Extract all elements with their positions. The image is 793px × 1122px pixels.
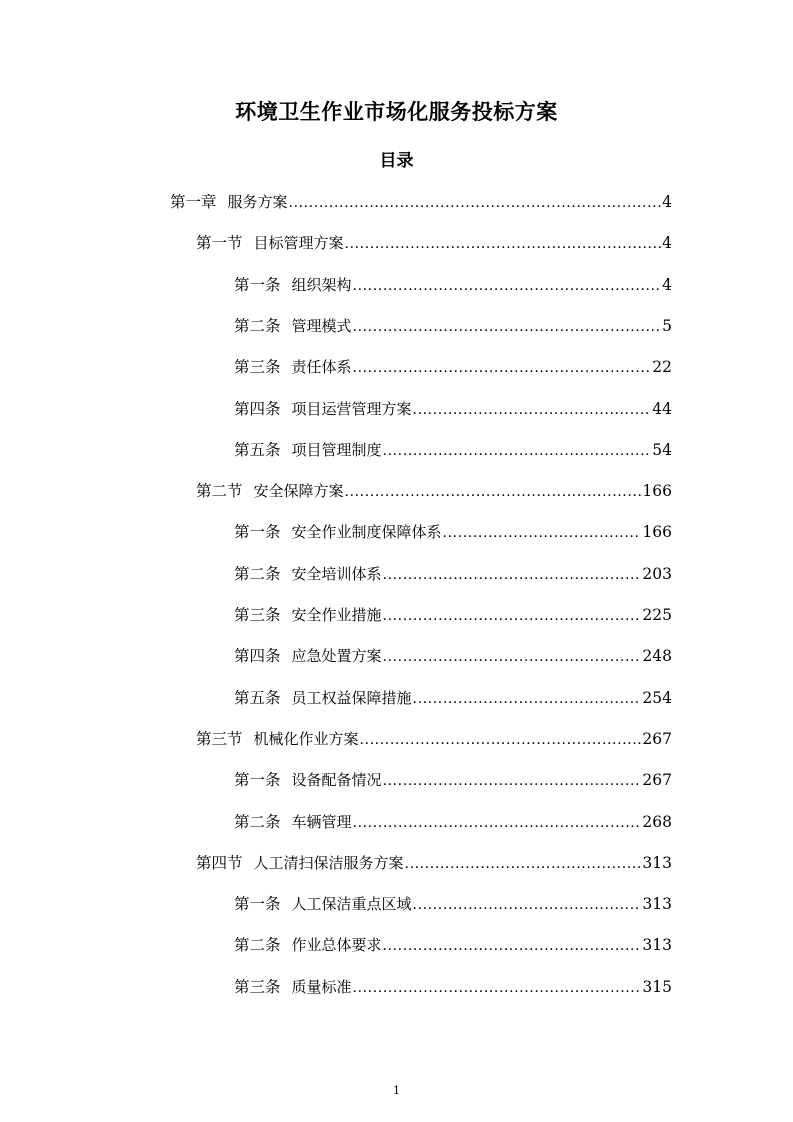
toc-entry-title: 安全培训体系	[291, 564, 382, 583]
toc-entry-title: 责任体系	[291, 358, 352, 377]
toc-leader-dots	[353, 814, 642, 832]
toc-entry-page: 268	[642, 812, 672, 831]
toc-entry[interactable]	[234, 886, 672, 914]
toc-entry-title: 安全作业制度保障体系	[291, 523, 442, 542]
toc-entry-number: 第一条	[234, 275, 281, 294]
toc-entry-title: 作业总体要求	[291, 936, 382, 955]
toc-entry-number: 第三条	[234, 977, 281, 996]
toc-entry-page: 267	[642, 729, 672, 748]
toc-leader-dots	[413, 896, 642, 914]
toc-entry-page: 166	[642, 523, 672, 542]
toc-entry[interactable]	[234, 680, 672, 708]
toc-heading: 目录	[379, 151, 414, 171]
toc-entry-number: 第三条	[234, 606, 281, 624]
toc-entry-page: 166	[642, 482, 672, 501]
toc-entry-title: 员工权益保障措施	[291, 688, 412, 707]
toc-entry-page: 313	[642, 895, 672, 914]
toc-entry-title: 目标管理方案	[253, 234, 344, 253]
toc-entry[interactable]	[196, 845, 672, 873]
toc-entry-title: 服务方案	[227, 193, 288, 211]
toc-entry-page: 4	[662, 234, 672, 253]
page-number: 1	[393, 1084, 400, 1097]
toc-leader-dots	[405, 855, 642, 873]
toc-entry-number: 第二条	[234, 316, 281, 335]
toc-leader-dots	[353, 979, 642, 997]
toc-entry-title: 人工清扫保洁服务方案	[253, 853, 404, 872]
toc-entry[interactable]	[234, 927, 672, 955]
toc-entry-page: 315	[642, 977, 672, 996]
toc-entry-number: 第一条	[234, 771, 281, 790]
toc-entry[interactable]	[196, 473, 672, 501]
toc-leader-dots	[383, 772, 642, 790]
toc-leader-dots	[353, 277, 662, 295]
toc-entry[interactable]	[234, 391, 672, 419]
toc-leader-dots	[443, 524, 642, 542]
toc-entry-number: 第一条	[234, 895, 281, 914]
toc-entry[interactable]	[196, 225, 672, 253]
toc-leader-dots	[383, 566, 642, 584]
toc-entry-page: 313	[642, 853, 672, 872]
toc-entry-page: 254	[642, 688, 672, 707]
toc-entry-page: 225	[642, 606, 672, 624]
toc-entry[interactable]	[234, 267, 672, 295]
toc-entry-number: 第四条	[234, 647, 281, 666]
toc-entry-page: 313	[642, 936, 672, 955]
toc-entry[interactable]	[234, 349, 672, 377]
toc-entry-title: 质量标准	[291, 977, 352, 996]
toc-leader-dots	[383, 442, 652, 460]
toc-entry[interactable]	[234, 638, 672, 666]
toc-entry-page: 203	[642, 564, 672, 583]
toc-entry[interactable]	[234, 597, 672, 625]
toc-leader-dots	[289, 194, 662, 212]
toc-entry-number: 第二节	[196, 482, 243, 501]
toc-entry-title: 人工保洁重点区域	[291, 895, 412, 914]
toc-entry-number: 第四节	[196, 853, 243, 872]
toc-leader-dots	[360, 731, 642, 749]
toc-entry-number: 第三条	[234, 358, 281, 377]
toc-entry[interactable]	[234, 432, 672, 460]
toc-leader-dots	[383, 607, 642, 625]
toc-leader-dots	[413, 690, 642, 708]
toc-entry-title: 机械化作业方案	[253, 729, 359, 748]
toc-entry-number: 第一章	[170, 193, 217, 211]
toc-entry[interactable]	[196, 721, 672, 749]
toc-leader-dots	[353, 359, 652, 377]
toc-entry-title: 设备配备情况	[291, 771, 382, 790]
toc-entry-title: 应急处置方案	[291, 647, 382, 666]
toc-entry-number: 第五条	[234, 440, 281, 459]
toc-entry[interactable]	[234, 969, 672, 997]
toc-entry[interactable]	[234, 804, 672, 832]
toc-entry-title: 安全保障方案	[253, 482, 344, 501]
toc-entry-number: 第三节	[196, 729, 243, 748]
toc-entry-number: 第一节	[196, 234, 243, 253]
toc-entry[interactable]	[234, 556, 672, 584]
toc-leader-dots	[413, 401, 652, 419]
toc-leader-dots	[345, 235, 662, 253]
toc-entry-number: 第一条	[234, 523, 281, 542]
toc-leader-dots	[353, 318, 662, 336]
toc-entry-title: 管理模式	[291, 316, 352, 335]
toc-entry-page: 248	[642, 647, 672, 666]
toc-entry-page: 4	[662, 275, 672, 294]
toc-entry[interactable]	[234, 762, 672, 790]
toc-entry-number: 第二条	[234, 936, 281, 955]
toc-entry[interactable]	[234, 308, 672, 336]
toc-entry-title: 安全作业措施	[291, 606, 382, 624]
toc-entry[interactable]	[170, 184, 672, 212]
toc-entry-title: 车辆管理	[291, 812, 352, 831]
toc-entry-title: 项目运营管理方案	[291, 399, 412, 418]
toc-entry-page: 44	[652, 399, 672, 418]
toc-entry-title: 项目管理制度	[291, 440, 382, 459]
toc-entry[interactable]	[234, 514, 672, 542]
toc-leader-dots	[383, 937, 642, 955]
toc-entry-page: 54	[652, 440, 672, 459]
document-title: 环境卫生作业市场化服务投标方案	[235, 100, 558, 124]
toc-leader-dots	[345, 483, 642, 501]
toc-entry-page: 22	[652, 358, 672, 377]
toc-entry-number: 第二条	[234, 564, 281, 583]
toc-entry-page: 5	[662, 316, 672, 335]
toc-entry-title: 组织架构	[291, 275, 352, 294]
toc-leader-dots	[383, 648, 642, 666]
toc-entry-number: 第五条	[234, 688, 281, 707]
toc-entry-number: 第二条	[234, 812, 281, 831]
toc-entry-number: 第四条	[234, 399, 281, 418]
toc-entry-page: 4	[662, 193, 672, 211]
toc-entry-page: 267	[642, 771, 672, 790]
